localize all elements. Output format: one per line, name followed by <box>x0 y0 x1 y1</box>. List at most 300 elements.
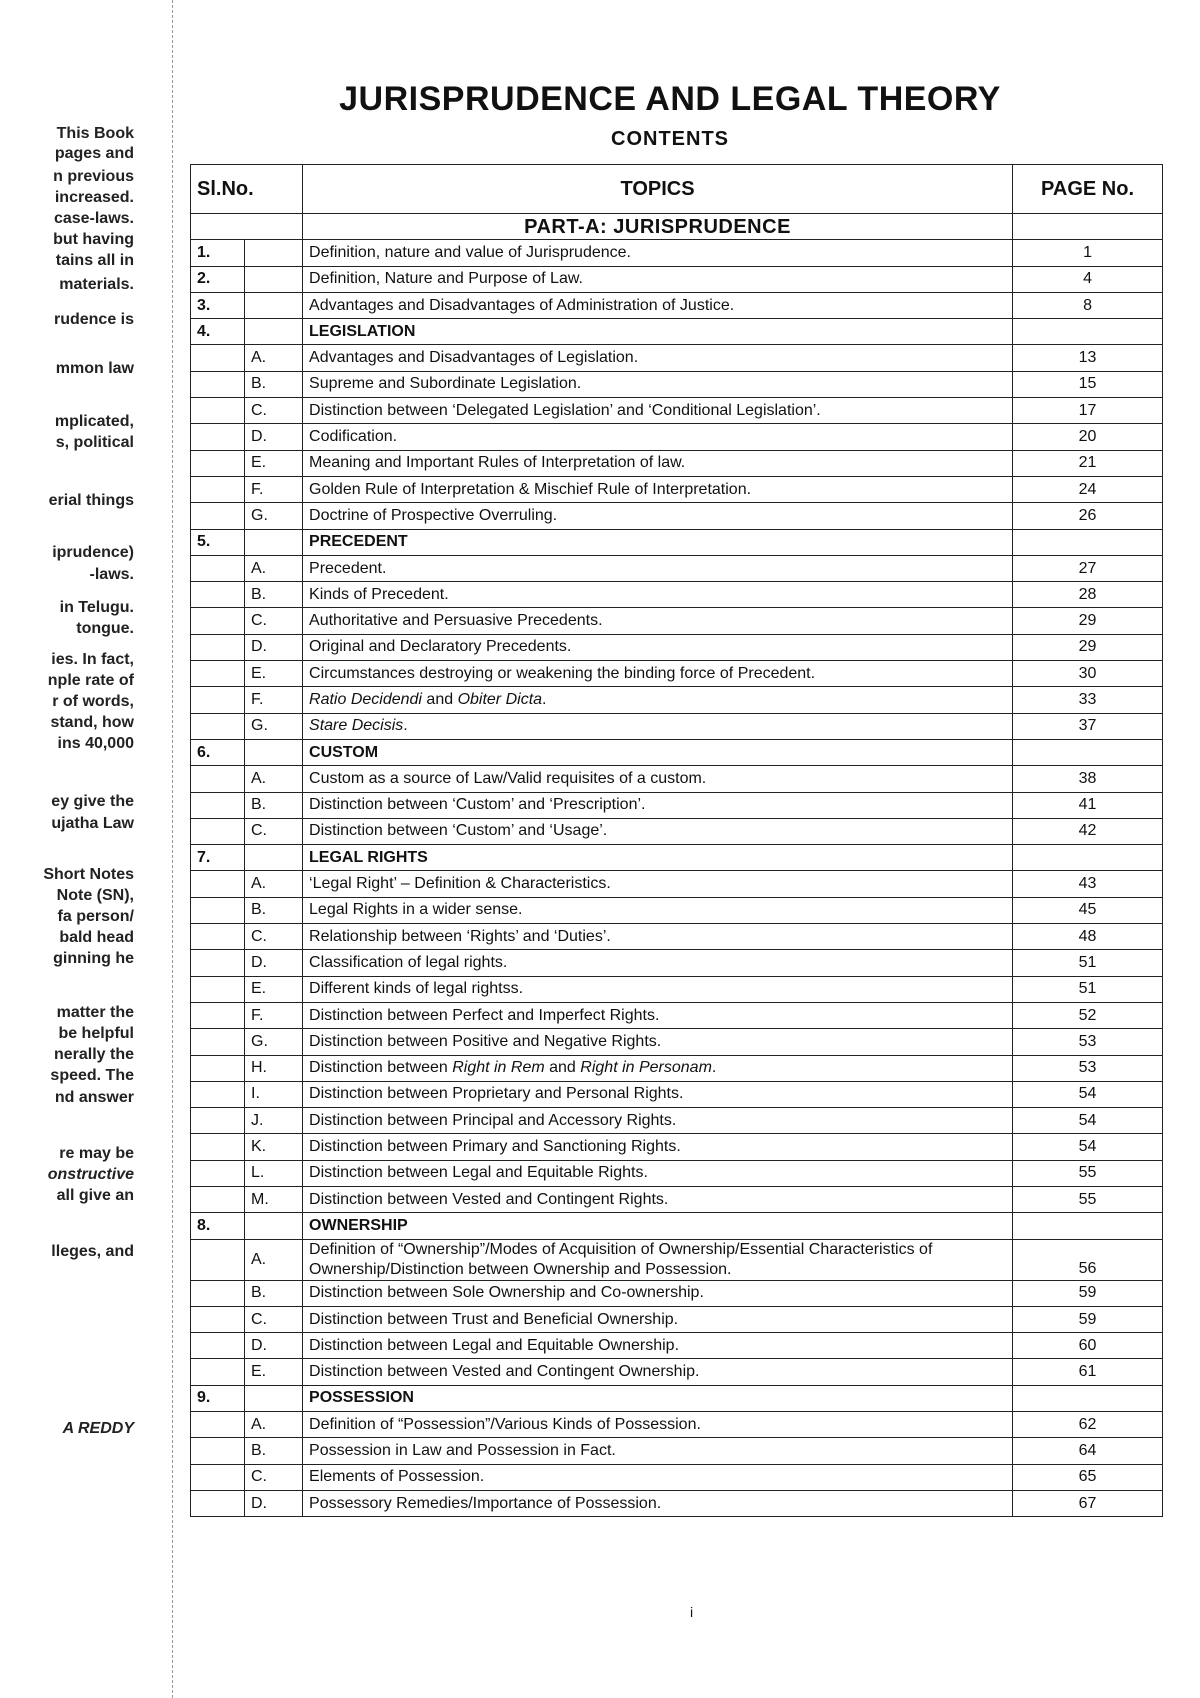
row-page-no: 43 <box>1013 871 1163 897</box>
row-page-no: 4 <box>1013 266 1163 292</box>
row-topic: Doctrine of Prospective Overruling. <box>303 503 1013 529</box>
row-topic: Authoritative and Persuasive Precedents. <box>303 608 1013 634</box>
bleed-text-line: ujatha Law <box>51 815 134 832</box>
row-sub-letter: A. <box>245 555 303 581</box>
row-sl-no <box>191 818 245 844</box>
row-topic: Legal Rights in a wider sense. <box>303 897 1013 923</box>
bleed-text-line: bald head <box>59 929 134 946</box>
bleed-text-line: ies. In fact, <box>51 651 134 668</box>
row-page-no: 62 <box>1013 1412 1163 1438</box>
row-sl-no <box>191 1055 245 1081</box>
row-sl-no: 3. <box>191 292 245 318</box>
row-topic: Codification. <box>303 424 1013 450</box>
row-topic <box>303 1055 1013 1081</box>
row-page-no: 21 <box>1013 450 1163 476</box>
row-page-no: 54 <box>1013 1134 1163 1160</box>
row-sub-letter: A. <box>245 1412 303 1438</box>
bleed-text-line: matter the <box>56 1004 134 1021</box>
table-row <box>191 1055 1163 1081</box>
row-sub-letter: D. <box>245 634 303 660</box>
topic-text-part: and <box>544 1059 581 1077</box>
row-topic: Relationship between ‘Rights’ and ‘Duties’. <box>303 924 1013 950</box>
section-heading-row <box>191 1385 1163 1411</box>
row-sl-no: 6. <box>191 739 245 765</box>
row-sl-no: 4. <box>191 319 245 345</box>
row-sub-letter <box>245 292 303 318</box>
row-sl-no: 7. <box>191 845 245 871</box>
row-sub-letter <box>245 240 303 266</box>
row-page-no: 59 <box>1013 1280 1163 1306</box>
row-sub-letter <box>245 319 303 345</box>
row-topic: Classification of legal rights. <box>303 950 1013 976</box>
part-row <box>191 214 1163 240</box>
row-sub-letter: C. <box>245 818 303 844</box>
row-sub-letter: H. <box>245 1055 303 1081</box>
row-page-no <box>1013 529 1163 555</box>
row-sl-no <box>191 1160 245 1186</box>
bleed-text-line: r of words, <box>52 693 134 710</box>
row-sl-no <box>191 1280 245 1306</box>
section-heading-row <box>191 1213 1163 1239</box>
row-page-no: 53 <box>1013 1055 1163 1081</box>
row-sub-letter: C. <box>245 1464 303 1490</box>
row-page-no: 55 <box>1013 1186 1163 1212</box>
row-sl-no: 1. <box>191 240 245 266</box>
row-topic: Custom as a source of Law/Valid requisites of a custom. <box>303 766 1013 792</box>
row-topic: Distinction between Legal and Equitable Ownership. <box>303 1333 1013 1359</box>
bleed-text-line: speed. The <box>50 1067 134 1084</box>
row-page-no: 37 <box>1013 713 1163 739</box>
previous-page-bleed <box>0 0 140 1698</box>
table-row <box>191 976 1163 1002</box>
row-topic: PRECEDENT <box>303 529 1013 555</box>
row-topic: Distinction between ‘Custom’ and ‘Usage’. <box>303 818 1013 844</box>
row-sub-letter: E. <box>245 450 303 476</box>
topic-text-part: Right in Rem <box>452 1059 545 1077</box>
table-row <box>191 1359 1163 1385</box>
row-topic: LEGISLATION <box>303 319 1013 345</box>
row-page-no: 33 <box>1013 687 1163 713</box>
row-sub-letter: C. <box>245 1306 303 1332</box>
row-page-no: 48 <box>1013 924 1163 950</box>
topic-text-part: Stare Decisis <box>309 717 404 735</box>
row-sl-no <box>191 1002 245 1028</box>
row-sub-letter: I. <box>245 1081 303 1107</box>
row-page-no: 55 <box>1013 1160 1163 1186</box>
row-sub-letter: J. <box>245 1108 303 1134</box>
table-row <box>191 555 1163 581</box>
row-topic: Distinction between Sole Ownership and Co-ownership. <box>303 1280 1013 1306</box>
row-sl-no <box>191 1134 245 1160</box>
row-sub-letter: E. <box>245 976 303 1002</box>
row-page-no: 24 <box>1013 476 1163 502</box>
table-row <box>191 424 1163 450</box>
bleed-text-line: nd answer <box>54 1089 134 1106</box>
row-topic: Meaning and Important Rules of Interpretation of law. <box>303 450 1013 476</box>
bleed-text-line: be helpful <box>58 1025 134 1042</box>
bleed-text-line: ey give the <box>51 793 134 810</box>
row-topic <box>303 687 1013 713</box>
table-row <box>191 1464 1163 1490</box>
table-row <box>191 818 1163 844</box>
table-row <box>191 1186 1163 1212</box>
table-row <box>191 345 1163 371</box>
row-sl-no <box>191 424 245 450</box>
row-topic: Advantages and Disadvantages of Legislation. <box>303 345 1013 371</box>
table-row <box>191 1108 1163 1134</box>
row-sl-no <box>191 1186 245 1212</box>
part-page-cell <box>1013 214 1163 240</box>
row-page-no: 27 <box>1013 555 1163 581</box>
bleed-text-line: -laws. <box>89 566 134 583</box>
row-sl-no: 9. <box>191 1385 245 1411</box>
bleed-text-line: pages and <box>54 145 134 162</box>
row-topic: Definition of “Ownership”/Modes of Acquisition of Ownership/Essential Characteristics of Ownership/Distinction between Ownership and Possession. <box>303 1239 1013 1280</box>
row-sub-letter: D. <box>245 424 303 450</box>
table-row <box>191 240 1163 266</box>
row-sub-letter: B. <box>245 582 303 608</box>
row-sl-no <box>191 1490 245 1516</box>
row-sl-no <box>191 687 245 713</box>
row-sub-letter <box>245 845 303 871</box>
table-header-row <box>191 165 1163 214</box>
row-page-no: 29 <box>1013 634 1163 660</box>
table-row <box>191 266 1163 292</box>
row-sl-no <box>191 1359 245 1385</box>
table-row <box>191 1081 1163 1107</box>
row-topic: Advantages and Disadvantages of Administration of Justice. <box>303 292 1013 318</box>
row-sl-no <box>191 1438 245 1464</box>
row-page-no: 61 <box>1013 1359 1163 1385</box>
bleed-text-line: nerally the <box>53 1046 134 1063</box>
page-gutter <box>172 0 173 1698</box>
table-row <box>191 582 1163 608</box>
table-row <box>191 1490 1163 1516</box>
table-row <box>191 1438 1163 1464</box>
header-topics: TOPICS <box>303 165 1013 214</box>
table-row <box>191 634 1163 660</box>
row-sl-no <box>191 345 245 371</box>
topic-text-part: Distinction between <box>309 1059 453 1077</box>
row-page-no: 1 <box>1013 240 1163 266</box>
page-number: i <box>690 1604 694 1620</box>
row-page-no <box>1013 1385 1163 1411</box>
row-sub-letter: D. <box>245 1333 303 1359</box>
bleed-text-line: Note (SN), <box>56 887 134 904</box>
row-sub-letter: B. <box>245 371 303 397</box>
bleed-text-line: iprudence) <box>52 544 134 561</box>
row-topic: Distinction between ‘Custom’ and ‘Prescription’. <box>303 792 1013 818</box>
row-page-no: 38 <box>1013 766 1163 792</box>
row-page-no <box>1013 1213 1163 1239</box>
table-row <box>191 661 1163 687</box>
row-sub-letter: G. <box>245 503 303 529</box>
row-page-no: 65 <box>1013 1464 1163 1490</box>
row-sub-letter: A. <box>245 766 303 792</box>
row-sub-letter: A. <box>245 345 303 371</box>
row-sl-no <box>191 1081 245 1107</box>
table-row <box>191 1002 1163 1028</box>
row-sub-letter: B. <box>245 1438 303 1464</box>
topic-text-part: . <box>542 690 547 708</box>
row-topic: CUSTOM <box>303 739 1013 765</box>
table-row <box>191 1412 1163 1438</box>
table-row <box>191 1333 1163 1359</box>
table-row <box>191 897 1163 923</box>
row-page-no: 64 <box>1013 1438 1163 1464</box>
row-sub-letter: B. <box>245 1280 303 1306</box>
row-sub-letter: B. <box>245 792 303 818</box>
part-title: PART-A: JURISPRUDENCE <box>303 214 1013 240</box>
row-sub-letter: A. <box>245 871 303 897</box>
row-page-no: 15 <box>1013 371 1163 397</box>
row-topic: Distinction between ‘Delegated Legislation’ and ‘Conditional Legislation’. <box>303 398 1013 424</box>
row-sl-no <box>191 398 245 424</box>
row-page-no <box>1013 319 1163 345</box>
bleed-text-line: all give an <box>56 1187 134 1204</box>
row-page-no: 13 <box>1013 345 1163 371</box>
table-row <box>191 608 1163 634</box>
bleed-text-line: ins 40,000 <box>57 735 134 752</box>
row-sub-letter: F. <box>245 1002 303 1028</box>
row-sl-no <box>191 766 245 792</box>
row-sub-letter: K. <box>245 1134 303 1160</box>
row-sl-no: 2. <box>191 266 245 292</box>
row-topic: ‘Legal Right’ – Definition & Characteristics. <box>303 871 1013 897</box>
bleed-text-line: ginning he <box>53 950 134 967</box>
bleed-text-line: re may be <box>59 1145 134 1162</box>
row-sl-no <box>191 1333 245 1359</box>
row-page-no: 41 <box>1013 792 1163 818</box>
row-topic: Distinction between Primary and Sanctioning Rights. <box>303 1134 1013 1160</box>
row-topic: Distinction between Proprietary and Personal Rights. <box>303 1081 1013 1107</box>
row-topic: Definition, Nature and Purpose of Law. <box>303 266 1013 292</box>
table-row <box>191 1306 1163 1332</box>
bleed-text-line: but having <box>53 231 134 248</box>
bleed-text-line: nple rate of <box>47 672 134 689</box>
bleed-text-line: fa person/ <box>57 908 134 925</box>
row-sl-no <box>191 1239 245 1280</box>
row-sl-no <box>191 555 245 581</box>
bleed-text-line: mplicated, <box>54 413 134 430</box>
row-page-no: 54 <box>1013 1081 1163 1107</box>
row-topic: POSSESSION <box>303 1385 1013 1411</box>
row-topic: Distinction between Vested and Contingent Ownership. <box>303 1359 1013 1385</box>
section-heading-row <box>191 739 1163 765</box>
row-sub-letter: C. <box>245 608 303 634</box>
bleed-text-line: tains all in <box>55 252 134 269</box>
row-sub-letter <box>245 739 303 765</box>
row-topic: Golden Rule of Interpretation & Mischief Rule of Interpretation. <box>303 476 1013 502</box>
bleed-text-line: A REDDY <box>62 1420 134 1437</box>
row-sl-no <box>191 476 245 502</box>
section-heading-row <box>191 845 1163 871</box>
row-sub-letter: E. <box>245 661 303 687</box>
row-sl-no: 5. <box>191 529 245 555</box>
table-row <box>191 950 1163 976</box>
page-subtitle: CONTENTS <box>611 128 729 150</box>
row-topic: Kinds of Precedent. <box>303 582 1013 608</box>
bleed-text-line: rudence is <box>53 311 134 328</box>
row-topic <box>303 713 1013 739</box>
row-sub-letter <box>245 529 303 555</box>
row-sl-no <box>191 871 245 897</box>
row-page-no: 26 <box>1013 503 1163 529</box>
table-row <box>191 1029 1163 1055</box>
row-page-no: 8 <box>1013 292 1163 318</box>
table-row <box>191 1134 1163 1160</box>
row-page-no: 67 <box>1013 1490 1163 1516</box>
row-topic: Different kinds of legal rightss. <box>303 976 1013 1002</box>
row-sl-no <box>191 1464 245 1490</box>
row-sl-no <box>191 924 245 950</box>
bleed-text-line: Short Notes <box>43 866 134 883</box>
topic-text-part: Obiter Dicta <box>457 690 543 708</box>
table-row <box>191 503 1163 529</box>
topic-text-part: Ratio Decidendi <box>309 690 422 708</box>
row-sl-no <box>191 1412 245 1438</box>
row-page-no: 28 <box>1013 582 1163 608</box>
row-page-no: 20 <box>1013 424 1163 450</box>
table-row <box>191 792 1163 818</box>
row-sub-letter: B. <box>245 897 303 923</box>
bleed-text-line: n previous <box>53 168 134 185</box>
row-page-no: 29 <box>1013 608 1163 634</box>
bleed-text-line: lleges, and <box>51 1243 134 1260</box>
row-topic: Original and Declaratory Precedents. <box>303 634 1013 660</box>
row-sl-no <box>191 608 245 634</box>
table-row <box>191 292 1163 318</box>
contents-table <box>190 164 1163 1517</box>
table-row <box>191 398 1163 424</box>
table-row <box>191 687 1163 713</box>
table-row <box>191 1160 1163 1186</box>
row-sl-no <box>191 1108 245 1134</box>
row-page-no: 52 <box>1013 1002 1163 1028</box>
bleed-text-line: case-laws. <box>53 210 134 227</box>
row-sl-no <box>191 976 245 1002</box>
topic-text-part: . <box>403 717 408 735</box>
bleed-text-line: s, political <box>55 434 134 451</box>
bleed-text-line: mmon law <box>55 360 134 377</box>
row-topic: Definition, nature and value of Jurisprudence. <box>303 240 1013 266</box>
row-topic: Possessory Remedies/Importance of Possession. <box>303 1490 1013 1516</box>
row-page-no: 54 <box>1013 1108 1163 1134</box>
page-title: JURISPRUDENCE AND LEGAL THEORY <box>339 80 1001 118</box>
row-sl-no <box>191 950 245 976</box>
row-sub-letter: G. <box>245 1029 303 1055</box>
row-page-no: 45 <box>1013 897 1163 923</box>
row-sl-no <box>191 897 245 923</box>
bleed-text-line: stand, how <box>50 714 134 731</box>
table-row <box>191 871 1163 897</box>
table-row <box>191 713 1163 739</box>
row-sub-letter: A. <box>245 1239 303 1280</box>
row-sl-no <box>191 450 245 476</box>
row-page-no: 59 <box>1013 1306 1163 1332</box>
row-sl-no: 8. <box>191 1213 245 1239</box>
row-topic: Distinction between Principal and Accessory Rights. <box>303 1108 1013 1134</box>
row-sl-no <box>191 792 245 818</box>
row-topic: LEGAL RIGHTS <box>303 845 1013 871</box>
row-sub-letter: F. <box>245 476 303 502</box>
row-sub-letter: G. <box>245 713 303 739</box>
table-row <box>191 450 1163 476</box>
bleed-text-line: onstructive <box>47 1166 134 1183</box>
row-sub-letter <box>245 266 303 292</box>
section-heading-row <box>191 529 1163 555</box>
row-page-no: 17 <box>1013 398 1163 424</box>
row-topic: Precedent. <box>303 555 1013 581</box>
row-sl-no <box>191 713 245 739</box>
row-sub-letter <box>245 1213 303 1239</box>
row-topic: Definition of “Possession”/Various Kinds of Possession. <box>303 1412 1013 1438</box>
table-row <box>191 1280 1163 1306</box>
header-sl-no: Sl.No. <box>191 165 303 214</box>
row-page-no: 53 <box>1013 1029 1163 1055</box>
bleed-text-line: erial things <box>48 492 134 509</box>
row-topic: Distinction between Perfect and Imperfect Rights. <box>303 1002 1013 1028</box>
row-sl-no <box>191 1029 245 1055</box>
bleed-text-line: materials. <box>59 276 134 293</box>
row-page-no <box>1013 845 1163 871</box>
bleed-text-line: This Book <box>56 125 134 142</box>
row-sub-letter <box>245 1385 303 1411</box>
row-sub-letter: M. <box>245 1186 303 1212</box>
row-page-no: 60 <box>1013 1333 1163 1359</box>
row-page-no: 51 <box>1013 976 1163 1002</box>
row-topic: OWNERSHIP <box>303 1213 1013 1239</box>
header-page-no: PAGE No. <box>1013 165 1163 214</box>
row-sl-no <box>191 661 245 687</box>
row-sl-no <box>191 503 245 529</box>
bleed-text-line: in Telugu. <box>59 599 134 616</box>
topic-text-part: Right in Personam <box>580 1059 712 1077</box>
row-sub-letter: C. <box>245 924 303 950</box>
row-sub-letter: L. <box>245 1160 303 1186</box>
row-topic: Possession in Law and Possession in Fact. <box>303 1438 1013 1464</box>
row-sub-letter: E. <box>245 1359 303 1385</box>
topic-text-part: and <box>421 690 458 708</box>
row-topic: Distinction between Vested and Contingent Rights. <box>303 1186 1013 1212</box>
row-topic: Distinction between Positive and Negative Rights. <box>303 1029 1013 1055</box>
row-topic: Supreme and Subordinate Legislation. <box>303 371 1013 397</box>
topic-text-part: . <box>711 1059 717 1077</box>
row-topic: Distinction between Legal and Equitable Rights. <box>303 1160 1013 1186</box>
bleed-text-line: increased. <box>54 189 134 206</box>
table-row <box>191 766 1163 792</box>
row-sub-letter: D. <box>245 950 303 976</box>
row-topic: Elements of Possession. <box>303 1464 1013 1490</box>
row-page-no: 51 <box>1013 950 1163 976</box>
row-page-no: 30 <box>1013 661 1163 687</box>
row-page-no: 56 <box>1013 1239 1163 1280</box>
row-topic: Circumstances destroying or weakening the binding force of Precedent. <box>303 661 1013 687</box>
table-row <box>191 371 1163 397</box>
row-sl-no <box>191 634 245 660</box>
row-sub-letter: F. <box>245 687 303 713</box>
row-page-no: 42 <box>1013 818 1163 844</box>
row-page-no <box>1013 739 1163 765</box>
row-sl-no <box>191 371 245 397</box>
row-sub-letter: C. <box>245 398 303 424</box>
part-sl-cell <box>191 214 303 240</box>
section-heading-row <box>191 319 1163 345</box>
table-row <box>191 1239 1163 1280</box>
table-row <box>191 476 1163 502</box>
row-sl-no <box>191 1306 245 1332</box>
row-topic: Distinction between Trust and Beneficial Ownership. <box>303 1306 1013 1332</box>
